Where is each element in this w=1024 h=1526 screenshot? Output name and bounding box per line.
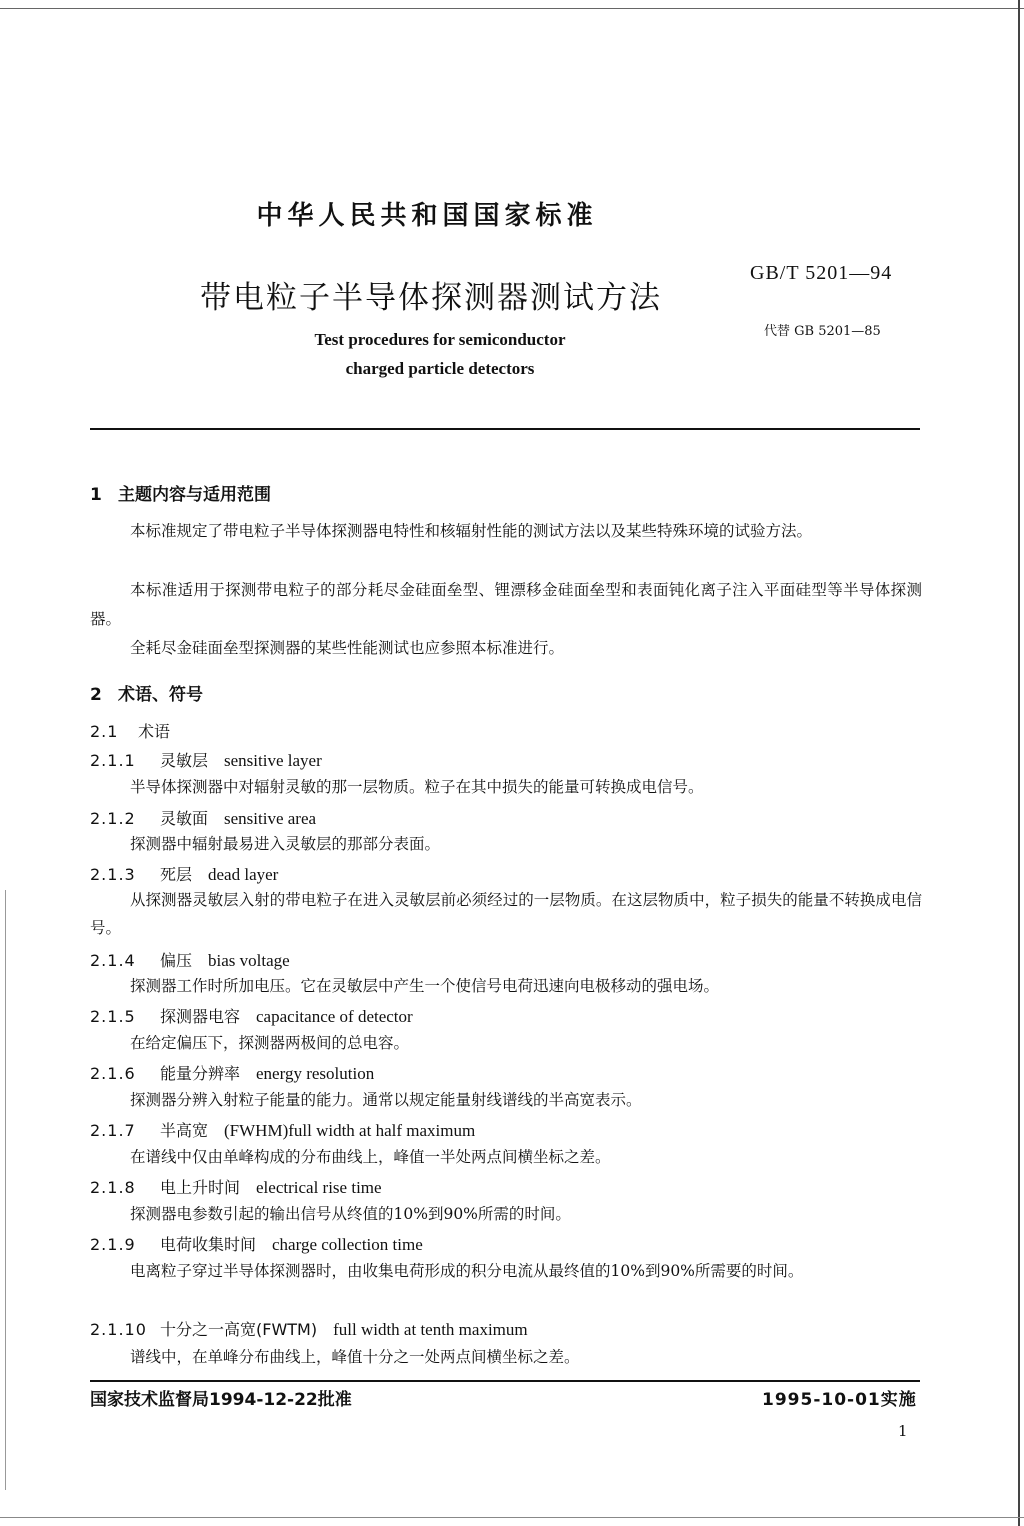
section-title: 术语、符号: [118, 685, 203, 705]
term-en: full width at tenth maximum: [333, 1320, 528, 1339]
term-number: 2.1.10: [90, 1320, 147, 1339]
section-number: 1: [90, 485, 102, 505]
term-number: 2.1.3: [90, 865, 136, 884]
scan-border-top: [0, 8, 1024, 9]
term-number: 2.1.4: [90, 951, 136, 970]
footer-divider: [90, 1380, 920, 1382]
term-en: sensitive area: [224, 809, 317, 828]
term-en: energy resolution: [256, 1064, 375, 1083]
standard-number: GB/T 5201—94: [750, 262, 893, 284]
section-1-paragraph-1: 本标准规定了带电粒子半导体探测器电特性和核辐射性能的测试方法以及某些特殊环境的试验方法。: [130, 522, 813, 540]
term-zh: 偏压: [160, 951, 193, 970]
implementation-date: 1995-10-01实施: [762, 1390, 917, 1410]
term-heading: [90, 1120, 922, 1142]
term-zh: 灵敏层: [160, 751, 209, 770]
term-zh: 十分之一高宽(FWTM): [160, 1320, 318, 1339]
term-heading: [90, 750, 922, 772]
term-en: bias voltage: [208, 951, 290, 970]
term-zh: 半高宽: [160, 1121, 209, 1140]
subsection-2-1-heading: [90, 721, 922, 743]
term-heading: [90, 808, 922, 830]
term-heading: [90, 1319, 922, 1341]
term-en: electrical rise time: [256, 1178, 382, 1197]
term-number: 2.1.6: [90, 1064, 136, 1083]
term-definition: 探测器中辐射最易进入灵敏层的那部分表面。: [130, 835, 441, 853]
term-definition: 探测器分辨入射粒子能量的能力。通常以规定能量射线谱线的半高宽表示。: [130, 1091, 642, 1109]
term-number: 2.1.7: [90, 1121, 136, 1140]
term-definition: 从探测器灵敏层入射的带电粒子在进入灵敏层前必须经过的一层物质。在这层物质中，粒子损失的能量不转换成电信号。: [90, 891, 922, 937]
term-number: 2.1.8: [90, 1178, 136, 1197]
page-number: 1: [898, 1422, 908, 1440]
section-1-paragraph-3: 全耗尽金硅面垒型探测器的某些性能测试也应参照本标准进行。: [130, 639, 565, 657]
subsection-title: 术语: [138, 722, 171, 741]
term-en: sensitive layer: [224, 751, 322, 770]
replaces-standard: 代替 GB 5201—85: [764, 324, 881, 339]
term-en: charge collection time: [272, 1235, 423, 1254]
subsection-number: 2.1: [90, 722, 119, 741]
term-en: (FWHM)full width at half maximum: [224, 1121, 476, 1140]
term-heading: [90, 1063, 922, 1085]
term-en: capacitance of detector: [256, 1007, 413, 1026]
term-zh: 探测器电容: [160, 1007, 241, 1026]
term-heading: [90, 1234, 922, 1256]
term-zh: 电荷收集时间: [160, 1235, 257, 1254]
term-zh: 死层: [160, 865, 193, 884]
document-title-en-line1: Test procedures for semiconductor: [314, 330, 566, 349]
scan-border-bottom: [0, 1517, 1024, 1518]
term-number: 2.1.5: [90, 1007, 136, 1026]
document-title-en-line2: charged particle detectors: [345, 359, 535, 378]
term-zh: 电上升时间: [160, 1178, 241, 1197]
term-heading: [90, 864, 922, 886]
scan-border-right: [1018, 0, 1020, 1526]
term-number: 2.1.1: [90, 751, 136, 770]
section-number: 2: [90, 685, 102, 705]
approval-date: 国家技术监督局1994-12-22批准: [90, 1390, 352, 1410]
section-title: 主题内容与适用范围: [118, 485, 271, 505]
term-definition: 探测器工作时所加电压。它在灵敏层中产生一个使信号电荷迅速向电极移动的强电场。: [130, 977, 720, 995]
term-definition: 探测器电参数引起的输出信号从终值的10%到90%所需的时间。: [130, 1205, 571, 1223]
national-standard-heading: 中华人民共和国国家标准: [256, 201, 598, 231]
section-1-heading: [90, 480, 922, 505]
term-definition: 谱线中，在单峰分布曲线上，峰值十分之一处两点间横坐标之差。: [130, 1348, 580, 1366]
term-en: dead layer: [208, 865, 279, 884]
section-2-heading: [90, 680, 922, 705]
term-zh: 灵敏面: [160, 809, 209, 828]
header-divider: [90, 428, 920, 430]
term-number: 2.1.2: [90, 809, 136, 828]
term-definition: 半导体探测器中对辐射灵敏的那一层物质。粒子在其中损失的能量可转换成电信号。: [130, 778, 704, 796]
term-zh: 能量分辨率: [160, 1064, 241, 1083]
scan-border-left: [5, 890, 6, 1490]
term-definition: 在给定偏压下，探测器两极间的总电容。: [130, 1034, 410, 1052]
term-number: 2.1.9: [90, 1235, 136, 1254]
term-heading: [90, 1006, 922, 1028]
term-heading: [90, 1177, 922, 1199]
section-1-paragraph-2: 本标准适用于探测带电粒子的部分耗尽金硅面垒型、锂漂移金硅面垒型和表面钝化离子注入平面硅型等半导体探测器。: [90, 581, 922, 628]
document-title-zh: 带电粒子半导体探测器测试方法: [200, 280, 662, 316]
term-heading: [90, 950, 922, 972]
term-definition: 电离粒子穿过半导体探测器时，由收集电荷形成的积分电流从最终值的10%到90%所需要的时间。: [130, 1262, 804, 1280]
term-definition: 在谱线中仅由单峰构成的分布曲线上，峰值一半处两点间横坐标之差。: [130, 1148, 611, 1166]
